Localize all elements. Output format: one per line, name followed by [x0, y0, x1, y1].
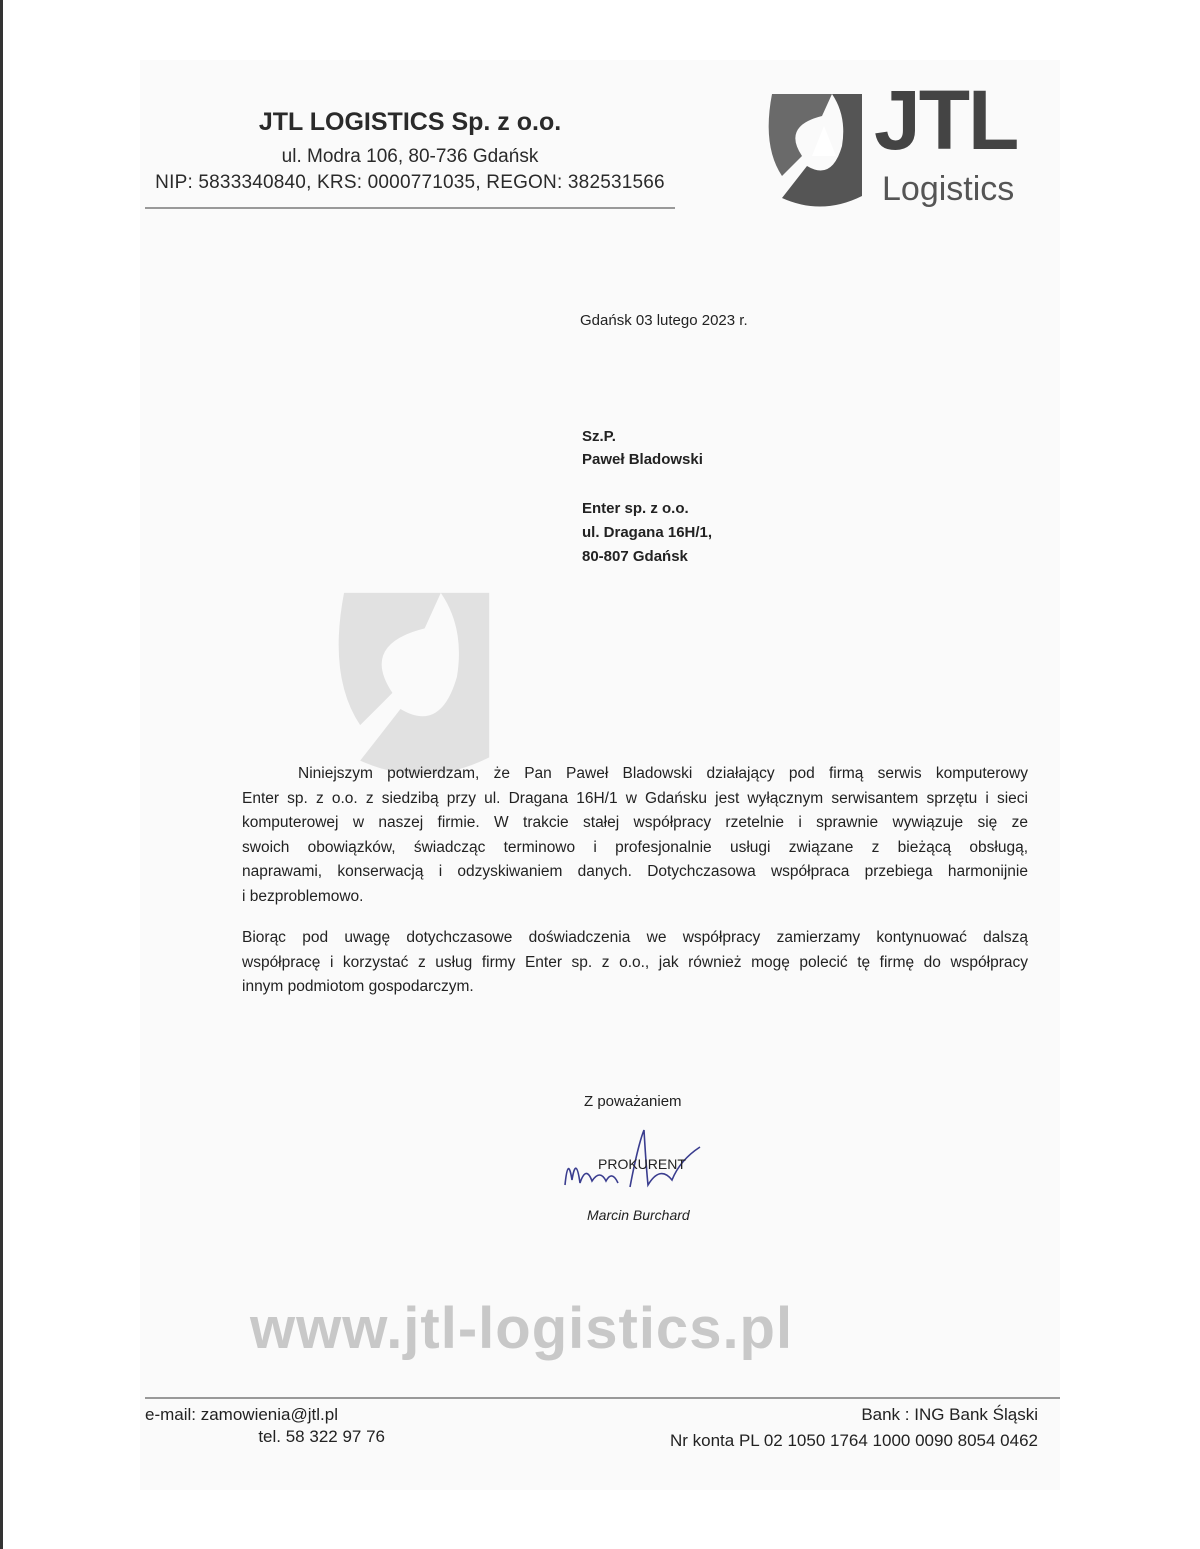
watermark-logo [255, 580, 905, 780]
closing: Z poważaniem [584, 1093, 682, 1110]
company-logo [762, 73, 1052, 216]
logo-subtext: Logistics [882, 170, 1015, 208]
body-line: Niniejszym potwierdzam, że Pan Paweł Bladowski działający pod firmą serwis komputerowy [298, 765, 1028, 782]
body-paragraph-2 [242, 926, 1028, 1000]
logo-text: JTL [874, 73, 1018, 167]
body-paragraph-1 [242, 762, 1028, 909]
watermark-mark-icon [255, 580, 575, 780]
recipient-name: Paweł Bladowski [582, 451, 703, 468]
body-line: komputerowej w naszej firmie. W trakcie stałej współpracy rzetelnie i sprawnie wywiązuje się ze [242, 814, 1028, 831]
body-line: swoich obowiązków, świadcząc terminowo i profesjonalnie usługi związane z bieżącą obsługą, [242, 838, 1028, 856]
logo-mark-icon [762, 86, 870, 210]
website-banner: www.jtl-logistics.pl [250, 1296, 794, 1361]
body-line: naprawami, konserwacją i odzyskiwaniem danych. Dotychczasowa współpraca przebiega harmonijnie [242, 863, 1028, 880]
footer-divider [145, 1397, 1060, 1399]
recipient-street: ul. Dragana 16H/1, [582, 524, 713, 541]
window-edge [0, 0, 3, 1549]
header-divider [145, 207, 675, 209]
body-line: innym podmiotom gospodarczym. [242, 978, 474, 995]
body-line: Biorąc pod uwagę dotychczasowe doświadczenia we współpracy zamierzamy kontynuować dalszą [242, 929, 1028, 946]
letter-date: Gdańsk 03 lutego 2023 r. [580, 312, 748, 329]
signature-name: Marcin Burchard [587, 1207, 690, 1223]
company-name: JTL LOGISTICS Sp. z o.o. [258, 108, 562, 136]
footer-email: e-mail: zamowienia@jtl.pl [145, 1405, 338, 1424]
recipient-salutation: Sz.P. [582, 428, 616, 445]
footer-bank: Bank : ING Bank Śląski [861, 1405, 1038, 1424]
footer-phone: tel. 58 322 97 76 [258, 1427, 385, 1446]
body-line: współpracę i korzystać z usług firmy Enter sp. z o.o., jak również mogę polecić tę firmę do współpracy [242, 953, 1028, 971]
recipient-city: 80-807 Gdańsk [582, 548, 688, 565]
recipient-company: Enter sp. z o.o. [582, 500, 689, 517]
footer-account: Nr konta PL 02 1050 1764 1000 0090 8054 0462 [669, 1431, 1038, 1450]
body-line: i bezproblemowo. [242, 887, 364, 905]
signature-title: PROKURENT [598, 1156, 686, 1172]
company-address: ul. Modra 106, 80-736 Gdańsk [281, 146, 539, 167]
body-line: Enter sp. z o.o. z siedzibą przy ul. Dragana 16H/1 w Gdańsku jest wyłącznym serwisantem sprzętu i sieci [242, 789, 1028, 807]
company-ids: NIP: 5833340840, KRS: 0000771035, REGON: 382531566 [155, 172, 665, 193]
